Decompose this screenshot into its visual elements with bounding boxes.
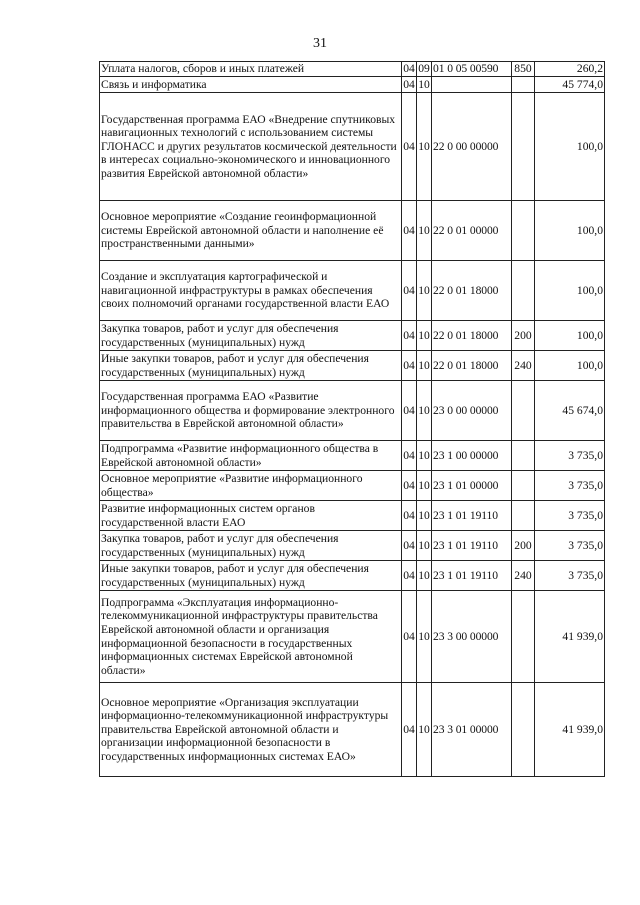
expense-name-cell: Государственная программа ЕАО «Развитие информационного общества и формирование электронного правительства в Еврейской автономной области» bbox=[100, 381, 402, 441]
amount-cell: 100,0 bbox=[535, 93, 605, 201]
expense-type-code-cell bbox=[512, 77, 535, 93]
subsection-code-cell: 10 bbox=[417, 201, 432, 261]
expense-name-cell: Основное мероприятие «Развитие информационного общества» bbox=[100, 471, 402, 501]
target-item-code-cell: 22 0 01 18000 bbox=[432, 261, 512, 321]
amount-cell: 100,0 bbox=[535, 321, 605, 351]
expense-name-cell: Развитие информационных систем органов государственной власти ЕАО bbox=[100, 501, 402, 531]
section-code-cell: 04 bbox=[402, 561, 417, 591]
section-code-cell: 04 bbox=[402, 351, 417, 381]
expense-type-code-cell: 240 bbox=[512, 351, 535, 381]
expense-type-code-cell bbox=[512, 683, 535, 777]
table-row bbox=[100, 381, 605, 441]
target-item-code-cell bbox=[432, 77, 512, 93]
expense-type-code-cell: 200 bbox=[512, 321, 535, 351]
table-row bbox=[100, 591, 605, 683]
amount-cell: 45 674,0 bbox=[535, 381, 605, 441]
expense-name-cell: Иные закупки товаров, работ и услуг для обеспечения государственных (муниципальных) нужд bbox=[100, 351, 402, 381]
subsection-code-cell: 10 bbox=[417, 351, 432, 381]
amount-cell: 3 735,0 bbox=[535, 441, 605, 471]
expense-name-cell: Основное мероприятие «Создание геоинформационной системы Еврейской автономной области и наполнение её пространственными данными» bbox=[100, 201, 402, 261]
expense-type-code-cell bbox=[512, 471, 535, 501]
table-row bbox=[100, 93, 605, 201]
amount-cell: 3 735,0 bbox=[535, 561, 605, 591]
subsection-code-cell: 10 bbox=[417, 93, 432, 201]
subsection-code-cell: 10 bbox=[417, 683, 432, 777]
amount-cell: 3 735,0 bbox=[535, 501, 605, 531]
section-code-cell: 04 bbox=[402, 261, 417, 321]
table-row bbox=[100, 77, 605, 93]
table-row bbox=[100, 321, 605, 351]
expense-name-cell: Государственная программа ЕАО «Внедрение спутниковых навигационных технологий с использованием системы ГЛОНАСС и других результатов космической деятельности в интересах социально-экономического и инновационного развития Еврейской автономной области» bbox=[100, 93, 402, 201]
target-item-code-cell: 23 1 01 19110 bbox=[432, 531, 512, 561]
expense-name-cell: Подпрограмма «Эксплуатация информационно-телекоммуникационной инфраструктуры правительства Еврейской автономной области и организация информационной безопасности в государственных информационных системах Еврейской автономной области» bbox=[100, 591, 402, 683]
expense-type-code-cell bbox=[512, 501, 535, 531]
section-code-cell: 04 bbox=[403, 62, 415, 76]
target-item-code-cell: 23 1 01 19110 bbox=[432, 561, 512, 591]
table-row bbox=[100, 351, 605, 381]
target-item-code-cell: 23 1 01 00000 bbox=[432, 471, 512, 501]
amount-cell: 41 939,0 bbox=[535, 591, 605, 683]
expense-type-code-cell: 850 bbox=[512, 62, 535, 77]
section-code-cell: 04 bbox=[402, 501, 417, 531]
amount-cell: 260,2 bbox=[535, 62, 605, 77]
section-code-cell: 04 bbox=[402, 591, 417, 683]
amount-cell: 45 774,0 bbox=[535, 77, 605, 93]
subsection-code-cell: 10 bbox=[417, 531, 432, 561]
subsection-code-cell: 10 bbox=[417, 321, 432, 351]
target-item-code-cell: 01 0 05 00590 bbox=[432, 62, 512, 77]
amount-cell: 41 939,0 bbox=[535, 683, 605, 777]
budget-table-body bbox=[100, 62, 605, 777]
table-row bbox=[100, 501, 605, 531]
table-row bbox=[100, 531, 605, 561]
target-item-code-cell: 22 0 00 00000 bbox=[432, 93, 512, 201]
expense-name-cell: Подпрограмма «Развитие информационного общества в Еврейской автономной области» bbox=[100, 441, 402, 471]
target-item-code-cell: 23 3 00 00000 bbox=[432, 591, 512, 683]
table-row bbox=[100, 62, 605, 77]
target-item-code-cell: 23 0 00 00000 bbox=[432, 381, 512, 441]
expense-name-cell: Закупка товаров, работ и услуг для обеспечения государственных (муниципальных) нужд bbox=[100, 321, 402, 351]
table-row bbox=[100, 683, 605, 777]
section-code-cell: 04 bbox=[402, 201, 417, 261]
expense-type-code-cell bbox=[512, 441, 535, 471]
target-item-code-cell: 23 3 01 00000 bbox=[432, 683, 512, 777]
amount-cell: 100,0 bbox=[535, 201, 605, 261]
expense-name-cell: Уплата налогов, сборов и иных платежей bbox=[100, 62, 402, 77]
table-row bbox=[100, 261, 605, 321]
budget-table bbox=[99, 61, 605, 777]
section-code-cell: 04 bbox=[402, 441, 417, 471]
section-code-cell: 04 bbox=[402, 321, 417, 351]
subsection-code-cell: 10 bbox=[417, 561, 432, 591]
table-row bbox=[100, 561, 605, 591]
target-item-code-cell: 22 0 01 00000 bbox=[432, 201, 512, 261]
expense-name-cell: Иные закупки товаров, работ и услуг для обеспечения государственных (муниципальных) нужд bbox=[100, 561, 402, 591]
section-code-cell: 04 bbox=[402, 93, 417, 201]
target-item-code-cell: 23 1 00 00000 bbox=[432, 441, 512, 471]
amount-cell: 100,0 bbox=[535, 351, 605, 381]
expense-type-code-cell bbox=[512, 591, 535, 683]
amount-cell: 100,0 bbox=[535, 261, 605, 321]
section-code-cell: 04 bbox=[402, 683, 417, 777]
target-item-code-cell: 22 0 01 18000 bbox=[432, 351, 512, 381]
amount-cell: 3 735,0 bbox=[535, 471, 605, 501]
expense-name-cell: Связь и информатика bbox=[100, 77, 402, 93]
subsection-code-cell: 10 bbox=[417, 381, 432, 441]
section-code-cell: 04 bbox=[402, 471, 417, 501]
subsection-code-cell: 10 bbox=[417, 501, 432, 531]
expense-type-code-cell bbox=[512, 93, 535, 201]
expense-type-code-cell bbox=[512, 381, 535, 441]
section-code-cell: 04 bbox=[403, 77, 415, 91]
subsection-code-cell: 10 bbox=[418, 77, 430, 91]
subsection-code-cell: 10 bbox=[417, 441, 432, 471]
section-code-cell: 04 bbox=[402, 531, 417, 561]
page-number: 31 bbox=[313, 36, 327, 51]
section-code-cell: 04 bbox=[402, 381, 417, 441]
expense-name-cell: Основное мероприятие «Организация эксплуатации информационно-телекоммуникационной инфраструктуры правительства Еврейской автономной области и организации информационной безопасности в государственных информационных системах ЕАО» bbox=[100, 683, 402, 777]
subsection-code-cell: 10 bbox=[417, 591, 432, 683]
subsection-code-cell: 10 bbox=[417, 471, 432, 501]
expense-type-code-cell bbox=[512, 201, 535, 261]
amount-cell: 3 735,0 bbox=[535, 531, 605, 561]
expense-type-code-cell: 200 bbox=[512, 531, 535, 561]
subsection-code-cell: 10 bbox=[417, 261, 432, 321]
expense-type-code-cell: 240 bbox=[512, 561, 535, 591]
expense-name-cell: Создание и эксплуатация картографической и навигационной инфраструктуры в рамках обеспечения своих полномочий органами государственной власти ЕАО bbox=[100, 261, 402, 321]
table-row bbox=[100, 441, 605, 471]
target-item-code-cell: 23 1 01 19110 bbox=[432, 501, 512, 531]
table-row bbox=[100, 201, 605, 261]
subsection-code-cell: 09 bbox=[418, 62, 430, 76]
table-row bbox=[100, 471, 605, 501]
expense-type-code-cell bbox=[512, 261, 535, 321]
expense-name-cell: Закупка товаров, работ и услуг для обеспечения государственных (муниципальных) нужд bbox=[100, 531, 402, 561]
target-item-code-cell: 22 0 01 18000 bbox=[432, 321, 512, 351]
